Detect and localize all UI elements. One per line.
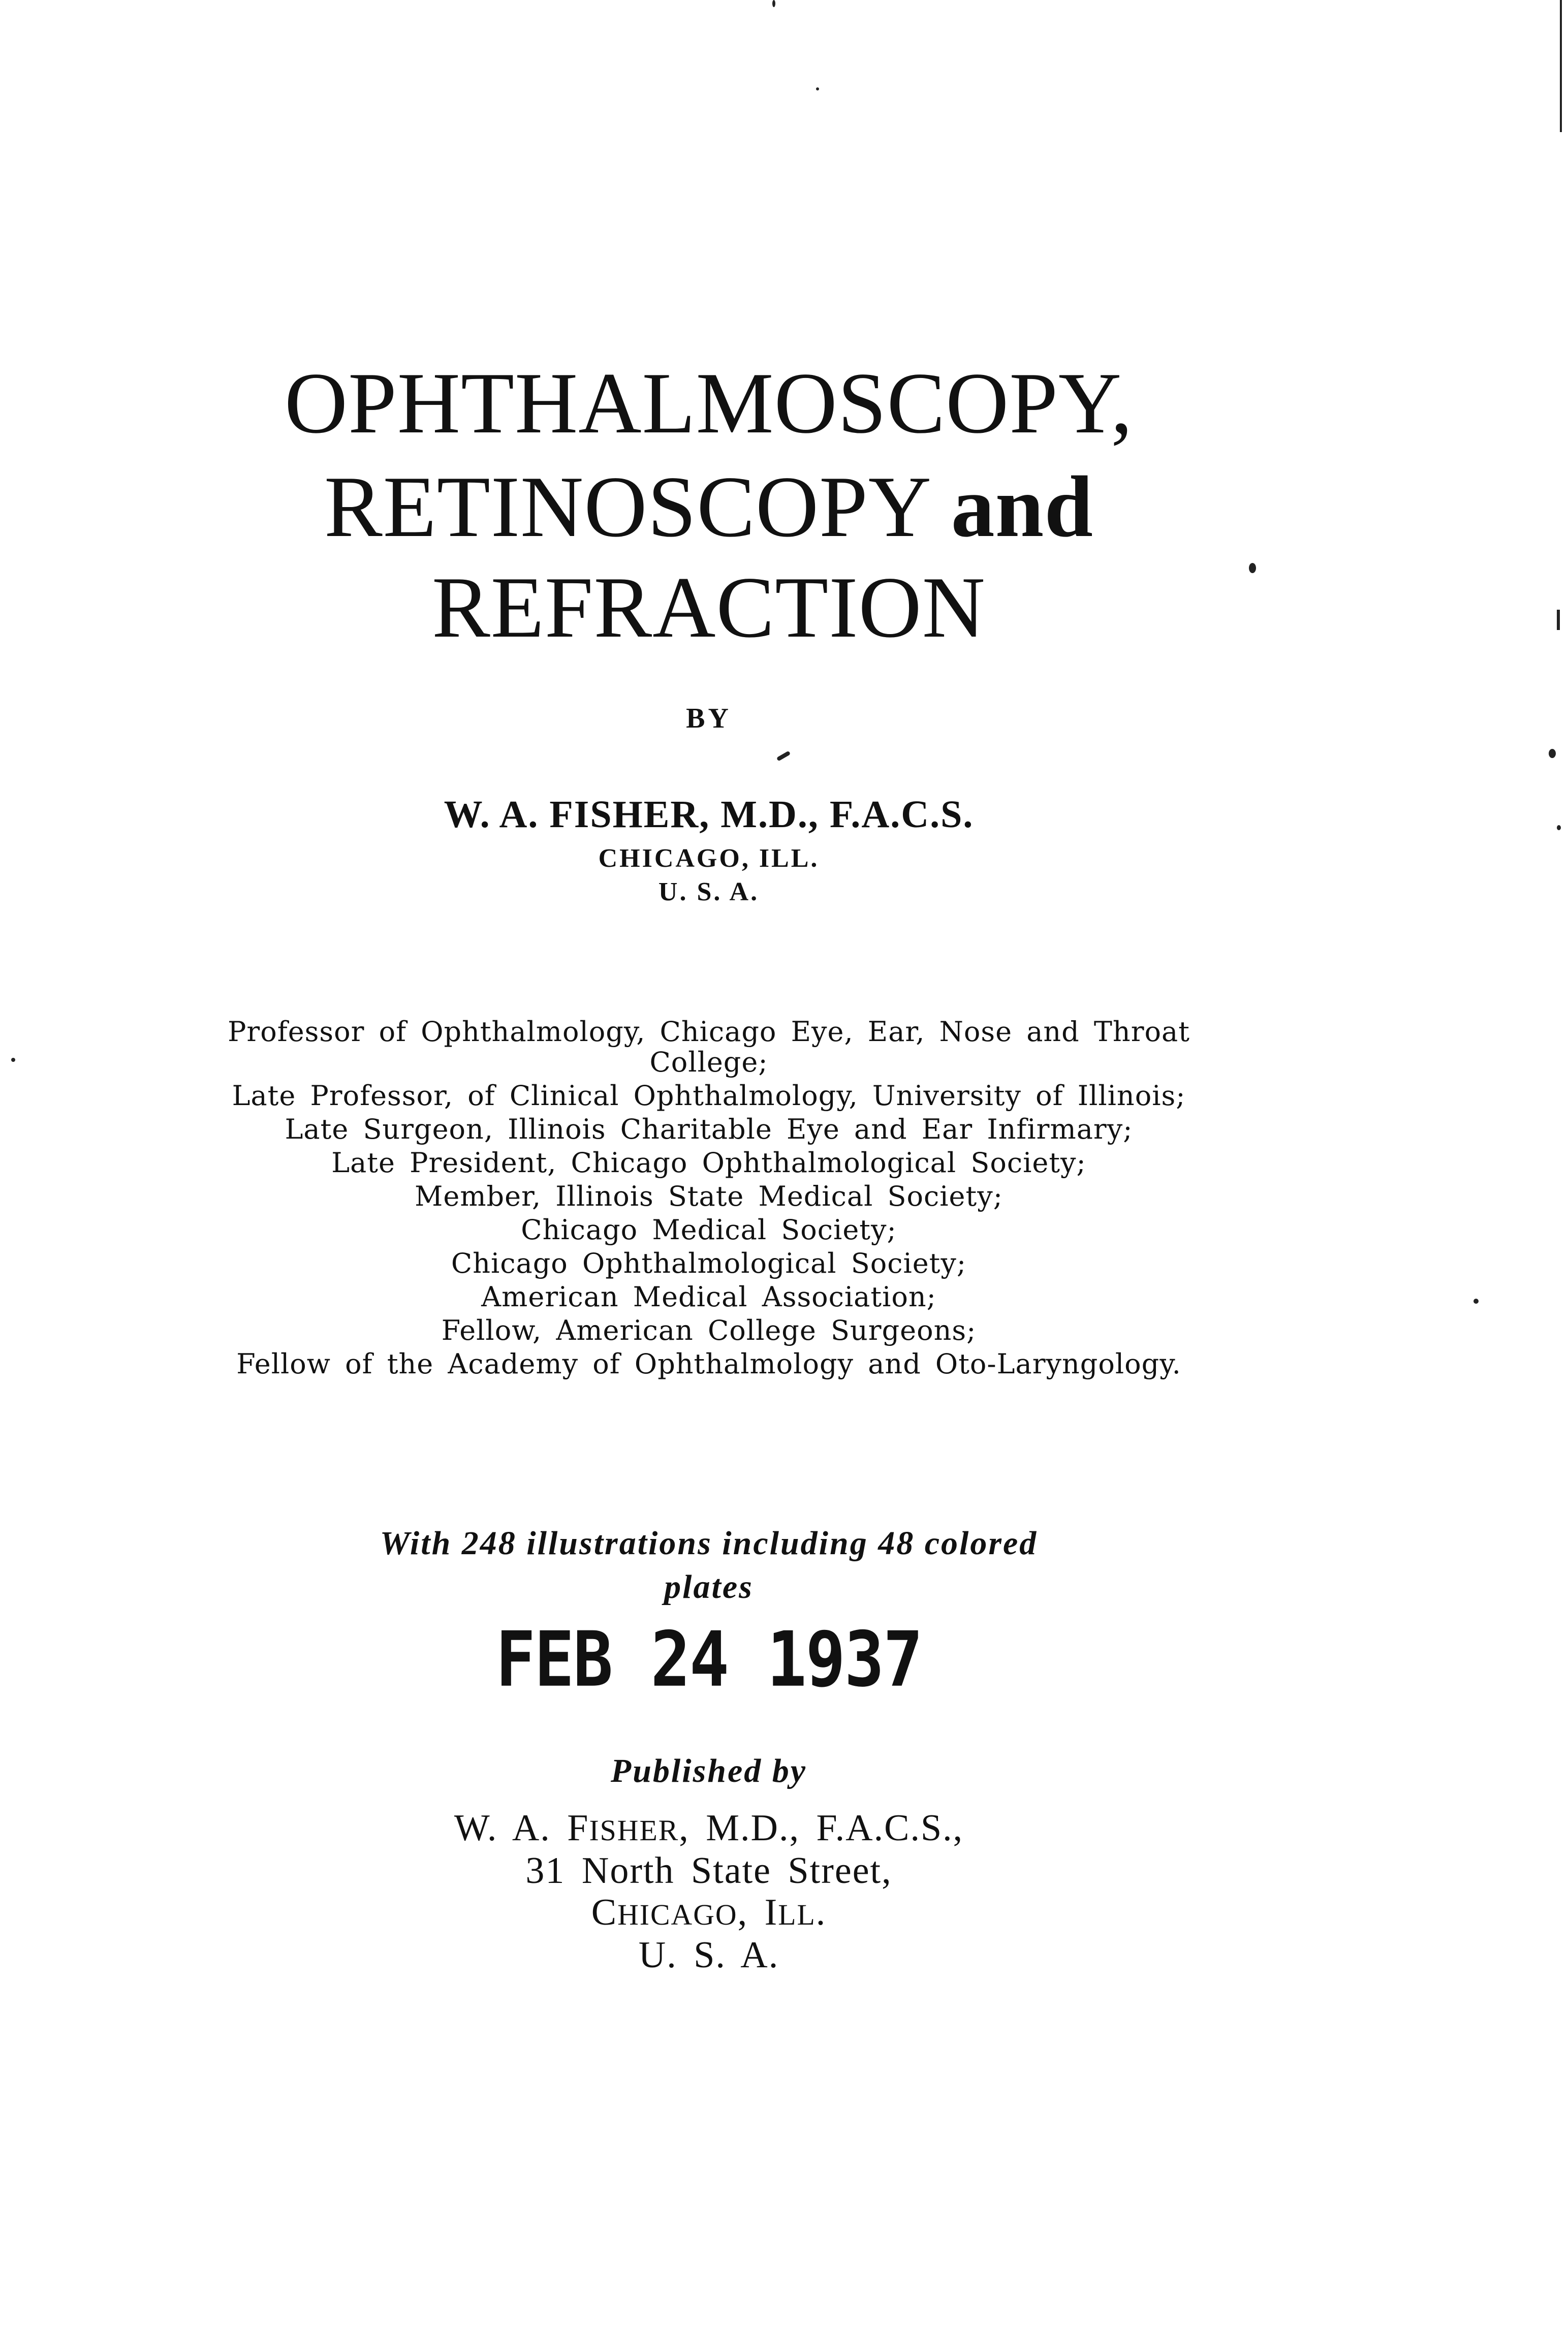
publisher-city-smallcaps: HICAGO — [617, 1899, 738, 1931]
title-line-2-and: and — [951, 459, 1093, 555]
publisher-city-part: , I — [737, 1892, 778, 1933]
publisher-name-credentials: , M.D., F.A.C.S., — [679, 1807, 964, 1849]
publisher-city-part: . — [816, 1892, 827, 1933]
scan-speck — [776, 751, 791, 762]
credential-line: Fellow of the Academy of Ophthalmology and Oto-Laryngology. — [236, 1348, 1181, 1380]
credential-line: Fellow, American College Surgeons; — [441, 1314, 977, 1346]
publisher-name-part: W. A. F — [454, 1807, 589, 1849]
publisher-name-smallcaps: ISHER — [589, 1815, 679, 1847]
illustrations-line-1: With 248 illustrations including 48 colored — [380, 1525, 1038, 1562]
illustrations-line-2: plates — [664, 1568, 754, 1606]
credential-line: Chicago Medical Society; — [521, 1214, 897, 1246]
credential-line: American Medical Association; — [481, 1281, 936, 1313]
scan-speck — [1557, 825, 1561, 830]
author-city: CHICAGO, ILL. — [598, 844, 820, 873]
scan-speck — [1549, 749, 1556, 758]
title-line-3: REFRACTION — [432, 559, 986, 656]
credential-line: Late Professor, of Clinical Ophthalmology, University of Illinois; — [232, 1080, 1186, 1112]
credential-line: Late President, Chicago Ophthalmological Society; — [331, 1147, 1086, 1179]
scan-speck — [772, 0, 775, 7]
credential-line: College; — [649, 1046, 768, 1078]
title-line-2 — [0, 459, 1418, 555]
credential-line: Member, Illinois State Medical Society; — [415, 1180, 1003, 1212]
author-country: U. S. A. — [658, 877, 760, 906]
received-date-stamp: FEB 24 1937 — [495, 1615, 922, 1704]
publisher-city-smallcaps: LL — [778, 1899, 816, 1931]
scan-speck — [816, 87, 819, 90]
by-label: BY — [686, 703, 732, 734]
publisher-city-part: C — [591, 1892, 618, 1933]
scan-speck — [11, 1058, 15, 1062]
credential-line: Chicago Ophthalmological Society; — [451, 1247, 967, 1279]
scan-speck — [1249, 563, 1256, 573]
scan-speck — [1473, 1299, 1479, 1304]
publisher-city — [0, 1891, 1418, 1934]
title-line-1: OPHTHALMOSCOPY, — [284, 355, 1134, 452]
publisher-name — [0, 1807, 1418, 1850]
publisher-country: U. S. A. — [638, 1934, 779, 1976]
publisher-street: 31 North State Street, — [525, 1850, 892, 1892]
credential-line: Late Surgeon, Illinois Charitable Eye and Ear Infirmary; — [285, 1113, 1133, 1145]
scan-edge-line — [1557, 610, 1560, 630]
scan-edge-line — [1560, 0, 1562, 132]
title-line-2-main: RETINOSCOPY — [324, 459, 929, 555]
author-name: W. A. FISHER, M.D., F.A.C.S. — [444, 793, 974, 836]
credential-line: Professor of Ophthalmology, Chicago Eye, Ear, Nose and Throat — [228, 1016, 1190, 1048]
published-by-label: Published by — [610, 1752, 807, 1789]
